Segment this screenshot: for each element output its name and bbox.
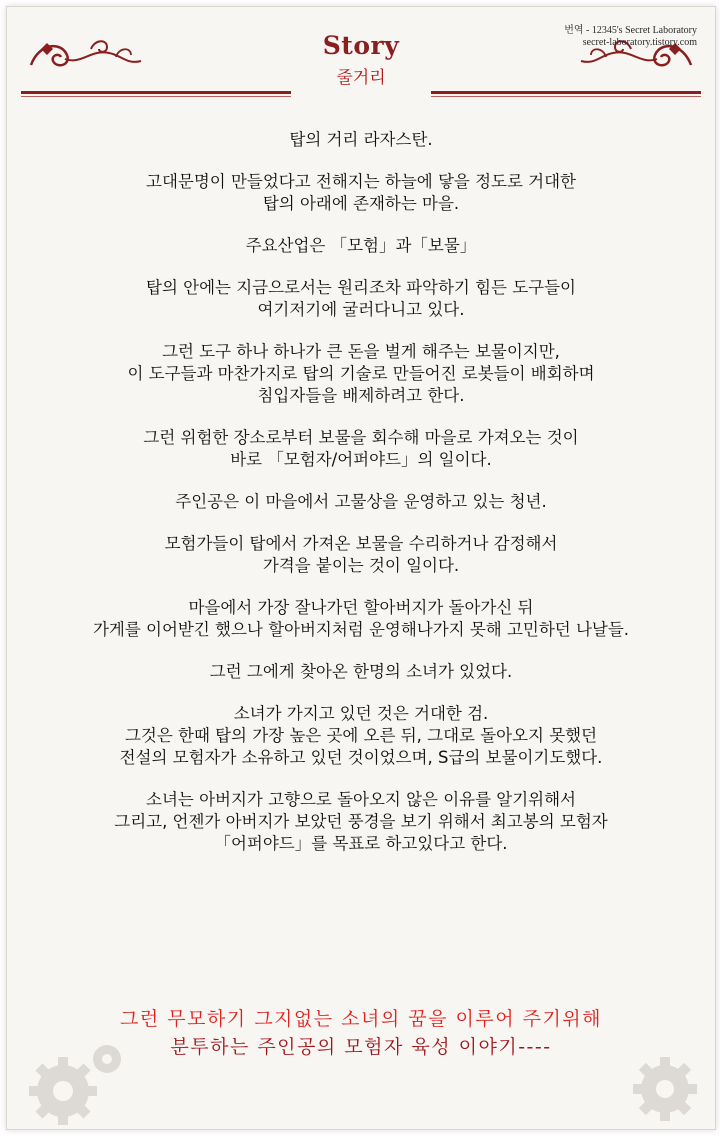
synopsis-line: 「어퍼야드」를 목표로 하고있다고 한다. [214, 834, 508, 853]
synopsis-line: 고대문명이 만들었다고 전해지는 하늘에 닿을 정도로 거대한 [146, 172, 576, 191]
story-title: Story [322, 31, 400, 60]
synopsis-line: 주인공은 이 마을에서 고물상을 운영하고 있는 청년. [175, 492, 547, 511]
synopsis-line: 그런 위험한 장소로부터 보물을 회수해 마을로 가져오는 것이 [143, 428, 579, 447]
gear-icon [615, 1037, 705, 1127]
synopsis-paragraph [17, 171, 705, 215]
synopsis-line: 전설의 모험자가 소유하고 있던 것이었으며, S급의 보물이기도했다. [119, 748, 603, 767]
synopsis-line: 모험가들이 탑에서 가져온 보물을 수리하거나 감정해서 [164, 534, 558, 553]
header-rule-right-thin [431, 96, 701, 97]
synopsis-paragraph [17, 661, 705, 683]
synopsis-line: 소녀는 아버지가 고향으로 돌아오지 않은 이유를 알기위해서 [146, 790, 576, 809]
synopsis-paragraph [17, 703, 705, 769]
synopsis-line: 그것은 한때 탑의 가장 높은 곳에 오른 뒤, 그대로 돌아오지 못했던 [124, 726, 598, 745]
synopsis-paragraph [17, 491, 705, 513]
synopsis-paragraph [17, 427, 705, 471]
synopsis-body [17, 129, 705, 875]
synopsis-line: 소녀가 가지고 있던 것은 거대한 검. [233, 704, 489, 723]
synopsis-paragraph [17, 533, 705, 577]
synopsis-paragraph [17, 341, 705, 407]
synopsis-line: 주요산업은 「모험」과「보물」 [245, 236, 477, 255]
credit-line-1: 번역 - 12345's Secret Laboratory [564, 25, 697, 36]
synopsis-line: 그런 도구 하나 하나가 큰 돈을 벌게 해주는 보물이지만, [162, 342, 560, 361]
synopsis-line: 탑의 아래에 존재하는 마을. [262, 194, 460, 213]
header-rule-left-thin [21, 96, 291, 97]
synopsis-line: 그리고, 언젠가 아버지가 보았던 풍경을 보기 위해서 최고봉의 모험자 [114, 812, 608, 831]
synopsis-line: 가격을 붙이는 것이 일이다. [262, 556, 460, 575]
synopsis-line: 탑의 거리 라자스탄. [289, 130, 433, 149]
header-rule-right [431, 91, 701, 94]
header-rule-left [21, 91, 291, 94]
synopsis-line: 가게를 이어받긴 했으나 할아버지처럼 운영해나가지 못해 고민하던 나날들. [92, 620, 630, 639]
synopsis-line: 침입자들을 배제하려고 한다. [257, 386, 465, 405]
gear-icon [23, 1031, 133, 1130]
finale-line-1: 그런 무모하기 그지없는 소녀의 꿈을 이루어 주기위해 [119, 1008, 603, 1030]
synopsis-paragraph [17, 235, 705, 257]
finale-line-2: 분투하는 주인공의 모험자 육성 이야기---- [170, 1036, 552, 1058]
synopsis-paragraph [17, 129, 705, 151]
synopsis-paragraph [17, 597, 705, 641]
synopsis-line: 마을에서 가장 잘나가던 할아버지가 돌아가신 뒤 [188, 598, 534, 617]
synopsis-line: 그런 그에게 찾아온 한명의 소녀가 있었다. [209, 662, 513, 681]
synopsis-paragraph [17, 277, 705, 321]
synopsis-line: 여기저기에 굴러다니고 있다. [257, 300, 465, 319]
synopsis-paragraph [17, 789, 705, 855]
synopsis-line: 이 도구들과 마찬가지로 탑의 기술로 만들어진 로봇들이 배회하며 [127, 364, 595, 383]
story-page [6, 6, 716, 1130]
translator-credit [564, 25, 697, 49]
credit-line-2: secret-laboratory.tistory.com [582, 37, 697, 48]
synopsis-line: 탑의 안에는 지금으로서는 원리조차 파악하기 힘든 도구들이 [146, 278, 576, 297]
header [7, 7, 715, 97]
story-subtitle: 줄거리 [336, 68, 386, 88]
synopsis-line: 바로 「모험자/어퍼야드」의 일이다. [230, 450, 492, 469]
